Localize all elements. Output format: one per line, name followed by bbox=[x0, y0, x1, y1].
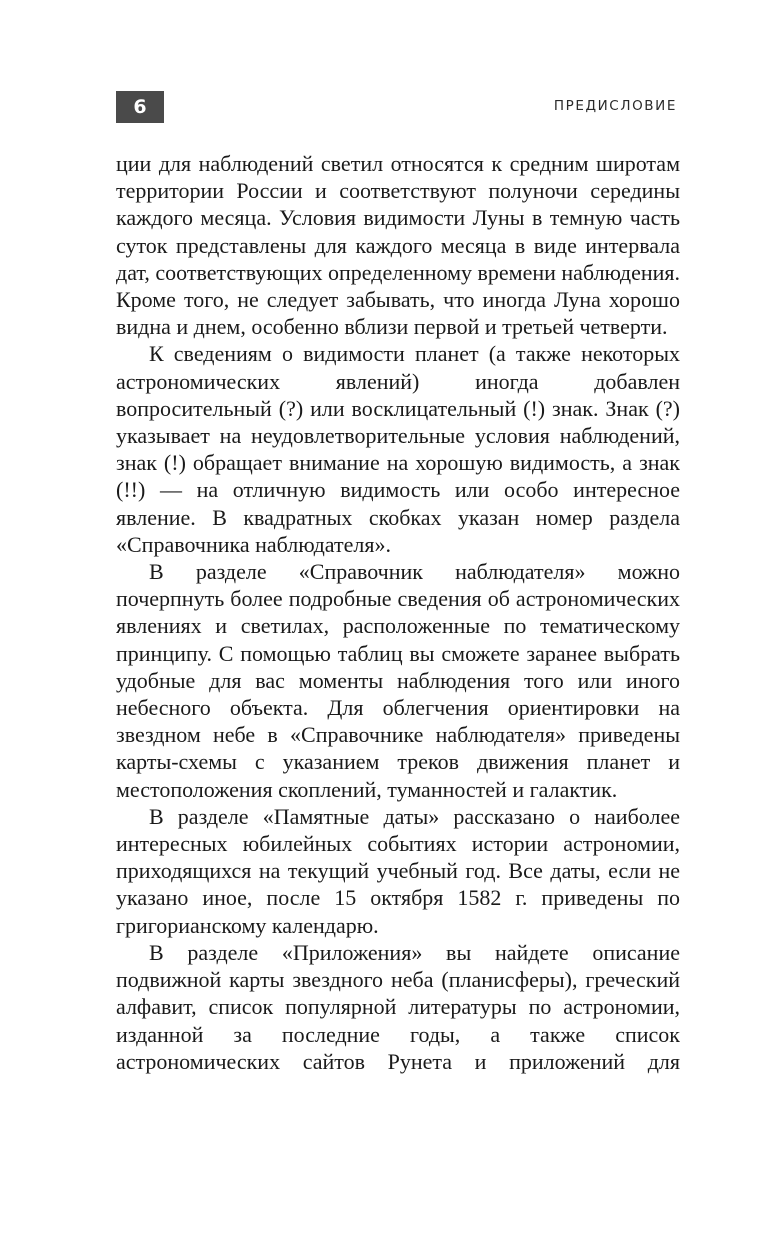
running-title: ПРЕДИСЛОВИЕ bbox=[553, 98, 677, 114]
paragraph-observer-handbook: В разделе «Справочник наблюдателя» можно почерпнуть более подробные сведения об астрономических явлениях и светилах, расположенные по тематическому принципу. С помощью таблиц вы сможете заранее выбрать удобные для вас моменты наблюдения того или иного небесного объекта. Для облегчения ориентировки на звездном небе в «Справочнике наблюдателя» приведены карты-схемы с указанием треков движения планет и местоположения скоплений, туманностей и галактик. bbox=[116, 559, 680, 802]
page-number: 6 bbox=[116, 91, 164, 123]
paragraph-visibility-signs: К сведениям о видимости планет (а также некоторых астрономических явлений) иногда добавлен вопросительный (?) или восклицательный (!) знак. Знак (?) указывает на неудовлетворительные условия наблюдений, знак (!) обращает внимание на хорошую видимость, а знак (!!) — на отличную видимость или особо интересное явление. В квадратных скобках указан номер раздела «Справочника наблюдателя». bbox=[116, 341, 680, 557]
paragraph-continuation: ции для наблюдений светил относятся к средним широтам территории России и соответствуют полуночи середины каждого месяца. Условия видимости Луны в темную часть суток представлены для каждого месяца в виде интервала дат, соответствующих определенному времени наблюдения. Кроме того, не следует забывать, что иногда Луна хорошо видна и днем, особенно вблизи первой и третьей четверти. bbox=[116, 151, 680, 340]
paragraph-appendices: В разделе «Приложения» вы найдете описание подвижной карты звездного неба (планисферы), греческий алфавит, список популярной литературы по астрономии, изданной за последние годы, а также список астрономических сайтов Рунета и приложений для bbox=[116, 939, 680, 1074]
paragraph-memorable-dates: В разделе «Памятные даты» рассказано о наиболее интересных юбилейных событиях истории астрономии, приходящихся на текущий учебный год. Все даты, если не указано иное, после 15 октября 1582 г. приведены по григорианскому календарю. bbox=[116, 803, 680, 938]
body-text bbox=[116, 150, 680, 1075]
